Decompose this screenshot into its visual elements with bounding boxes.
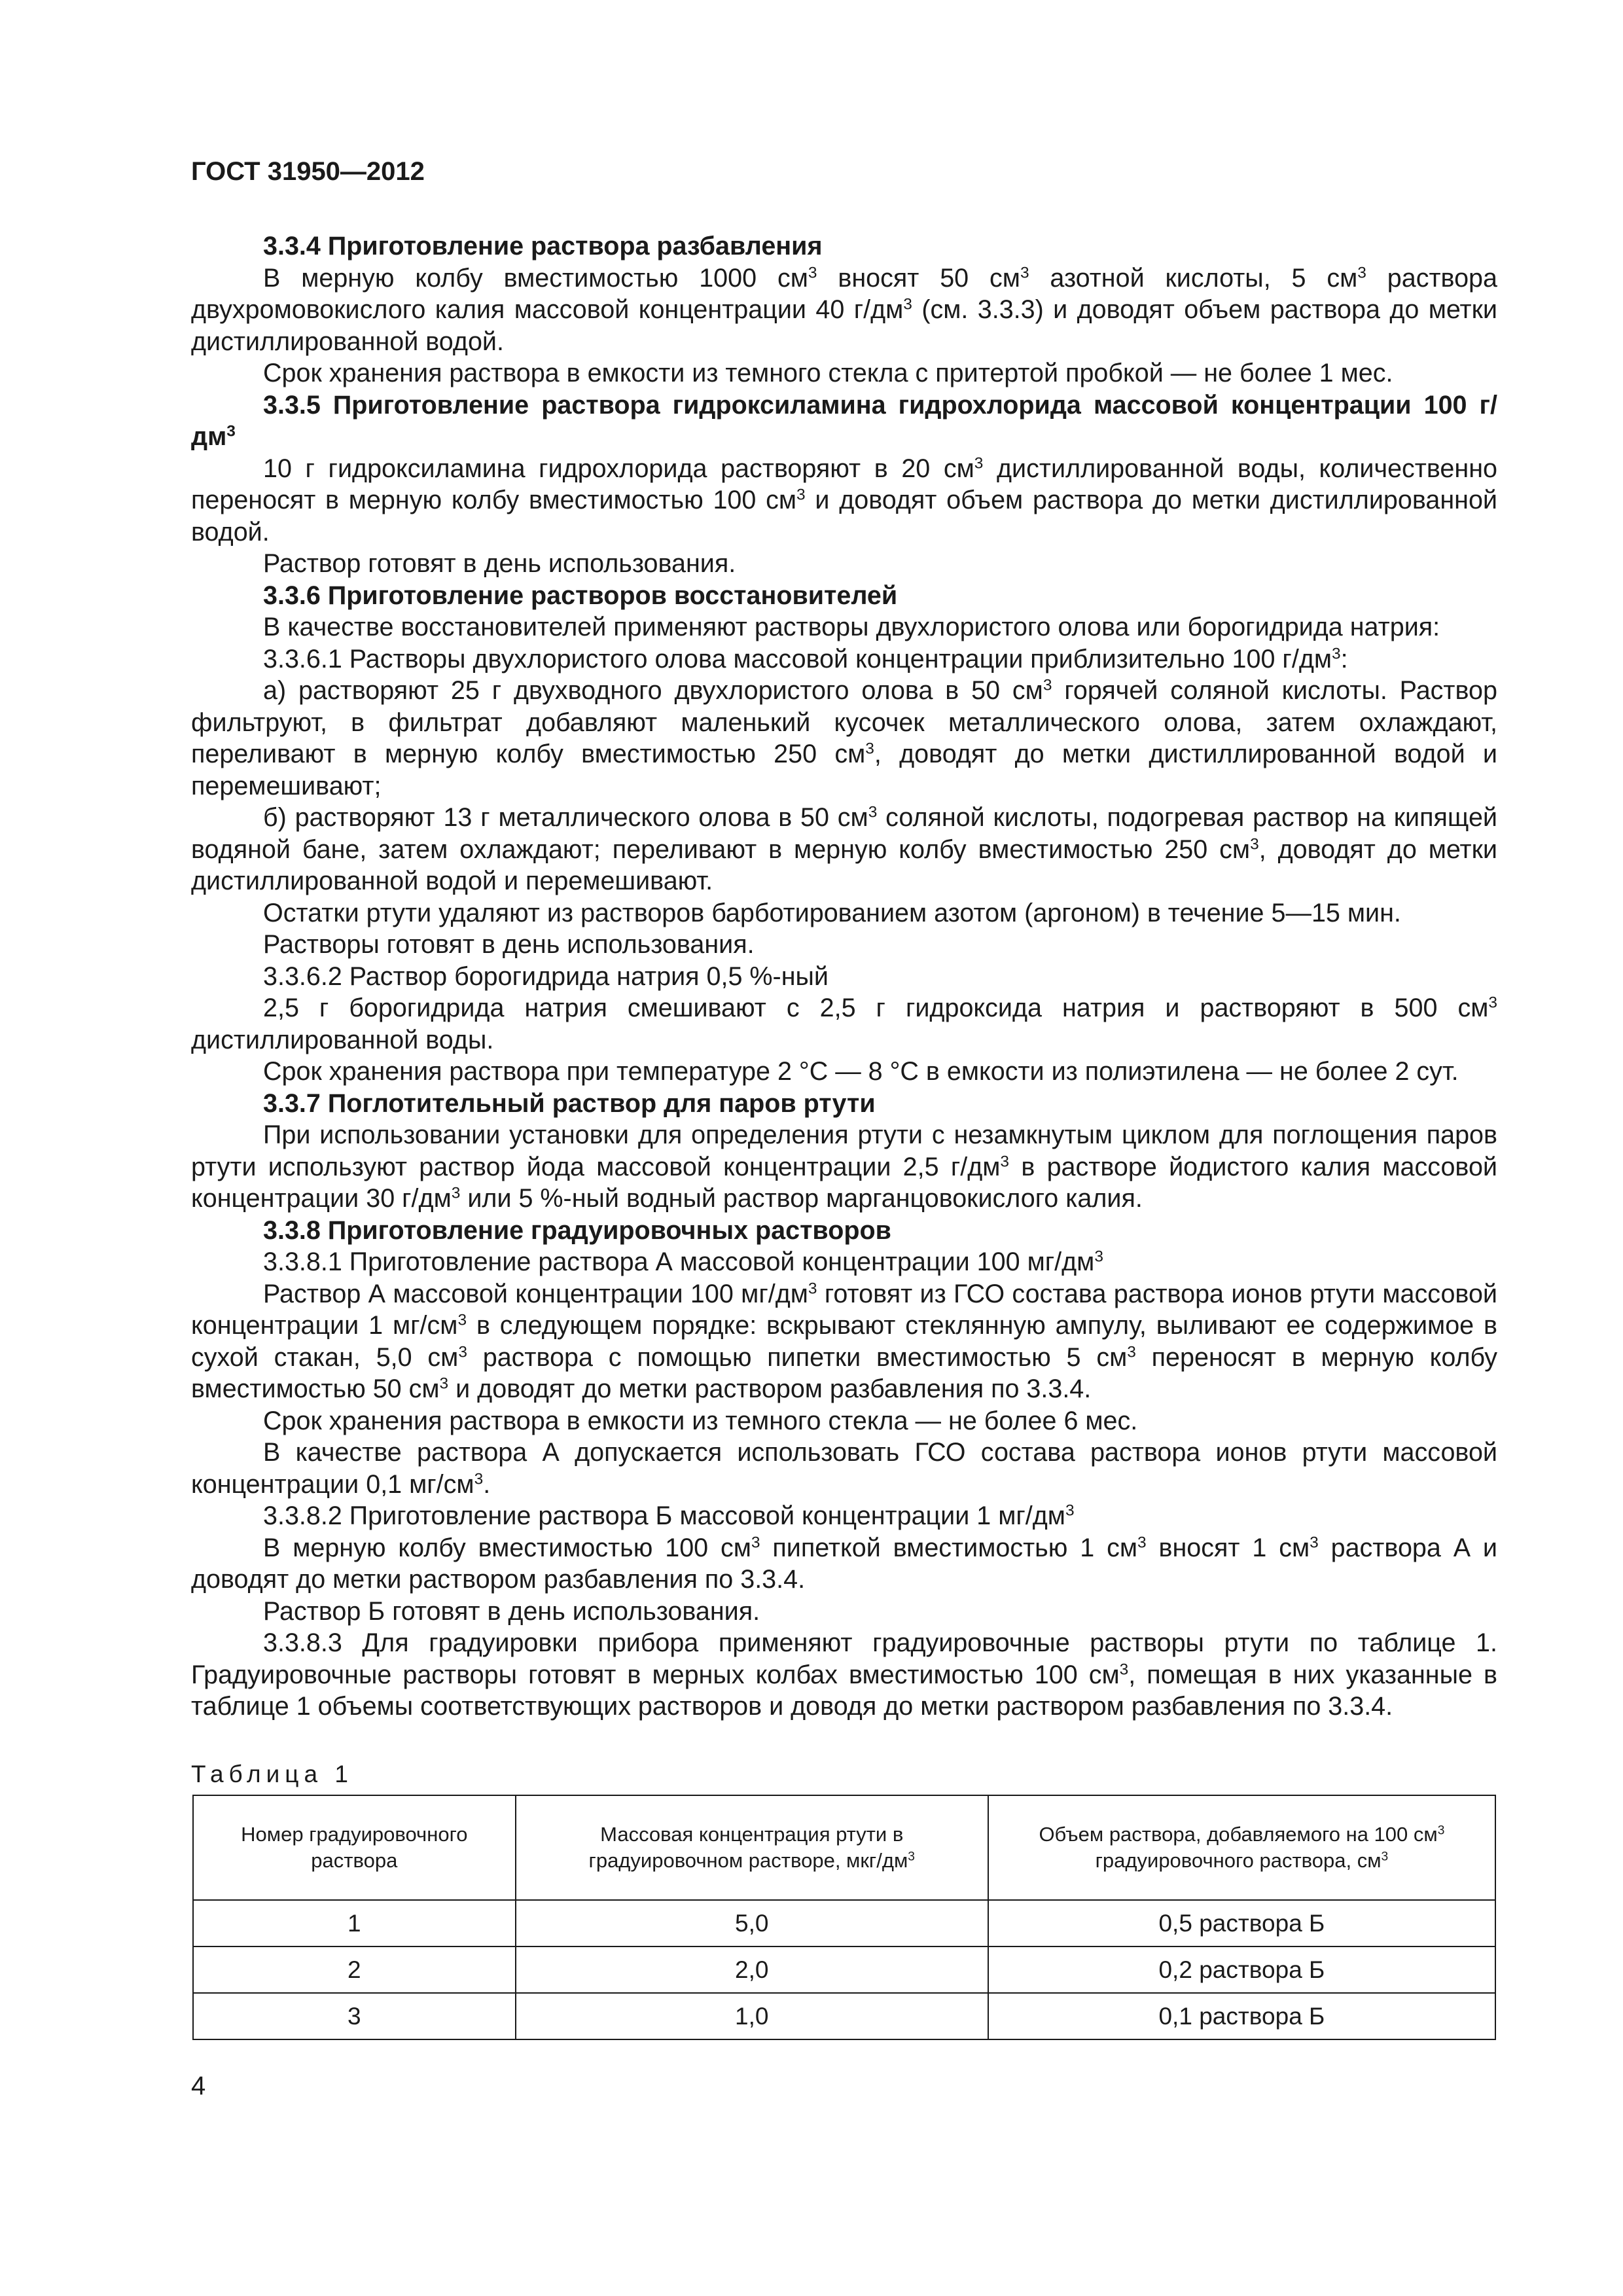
table-cell: 2,0 [516,1946,988,1993]
section-heading: 3.3.7 Поглотительный раствор для паров ртути [263,1088,876,1118]
table-cell: 0,5 раствора Б [988,1900,1495,1946]
calibration-table [192,1795,1496,2040]
section-heading: 3.3.4 Приготовление раствора разбавления [263,232,823,260]
table-header-row [193,1795,1495,1900]
paragraph: В качестве восстановителей применяют растворы двухлористого олова или борогидрида натрия: [263,613,1440,641]
paragraph: Остатки ртути удаляют из растворов барботированием азотом (аргоном) в течение 5—15 мин. [263,898,1401,927]
table-cell: 5,0 [516,1900,988,1946]
table-header-cell: Номер градуировочного раствора [193,1795,516,1900]
table-row [193,1993,1495,2039]
table-row [193,1900,1495,1946]
paragraph: Срок хранения раствора при температуре 2 °С — 8 °С в емкости из полиэтилена — не более 2 сут. [263,1057,1459,1086]
table-row [193,1946,1495,1993]
section-heading: 3.3.8 Приготовление градуировочных растворов [263,1215,891,1245]
paragraph: В мерную колбу вместимостью 1000 $см^3$ вносят 50 $см^3$ азотной кислоты, 5 $см^3$ раствора двухромовокислого калия массовой концентрации 40 $г/дм^3$ (см. 3.3.3) и доводят объем раствора до метки дистиллированной водой. [191,263,1497,356]
table-cell: 0,1 раствора Б [988,1993,1495,2039]
paragraph: Срок хранения раствора в емкости из темного стекла с притертой пробкой — не более 1 мес. [263,359,1393,387]
paragraph: а) растворяют 25 г двухводного двухлористого олова в 50 $см^3$ горячей соляной кислоты. Раствор фильтруют, в фильтрат добавляют маленький кусочек металлического олова, затем охлаждают, переливают в мерную колбу вместимостью 250 $см^3$, доводят до метки дистиллированной водой и перемешивают; [191,676,1497,800]
paragraph: Срок хранения раствора в емкости из темного стекла — не более 6 мес. [263,1406,1138,1435]
paragraph: Раствор готовят в день использования. [263,549,736,578]
table-cell: 1,0 [516,1993,988,2039]
paragraph: В качестве раствора А допускается использовать ГСО состава раствора ионов ртути массовой концентрации 0,1 $мг/см^3$. [191,1438,1497,1499]
paragraph: При использовании установки для определения ртути с незамкнутым циклом для поглощения паров ртути используют раствор йода массовой концентрации 2,5 $г/дм^3$ в растворе йодистого калия массовой концентрации 30 $г/дм^3$ или 5 %-ный водный раствор марганцовокислого калия. [191,1121,1497,1213]
document-body [191,230,1497,1723]
paragraph: 3.3.6.1 Растворы двухлористого олова массовой концентрации приблизительно 100 $г/дм^3$: [263,644,1348,673]
table-header-cell: Массовая концентрация ртути в градуировочном растворе, мкг/$дм^3$ [516,1795,988,1900]
paragraph: 3.3.8.1 Приготовление раствора А массовой концентрации 100 $мг/дм^3$ [263,1247,1103,1276]
table-cell: 0,2 раствора Б [988,1946,1495,1993]
paragraph: 10 г гидроксиламина гидрохлорида растворяют в 20 $см^3$ дистиллированной воды, количественно переносят в мерную колбу вместимостью 100 $см^3$ и доводят объем раствора до метки дистиллированной водой. [191,454,1497,547]
paragraph: 3.3.8.3 Для градуировки прибора применяют градуировочные растворы ртути по таблице 1. Градуировочные растворы готовят в мерных колбах вместимостью 100 $см^3$, помещая в них указанные в таблице 1 объемы соответствующих растворов и доводя до метки раствором разбавления по 3.3.4. [191,1628,1497,1721]
table-cell: 2 [193,1946,516,1993]
document-header: ГОСТ 31950—2012 [191,157,425,186]
paragraph: 3.3.8.2 Приготовление раствора Б массовой концентрации 1 $мг/дм^3$ [263,1501,1075,1530]
table-header-cell: Объем раствора, добавляемого на 100 $см^3$ градуировочного раствора, $см^3$ [988,1795,1495,1900]
paragraph: Раствор Б готовят в день использования. [263,1596,760,1626]
paragraph: Растворы готовят в день использования. [263,930,755,959]
section-heading: 3.3.6 Приготовление растворов восстановителей [263,581,898,610]
table-caption: Таблица 1 [191,1761,353,1787]
section-heading: 3.3.5 Приготовление раствора гидроксиламина гидрохлорида массовой концентрации 100 $г/дм^3$ [191,390,1497,451]
paragraph: Раствор А массовой концентрации 100 $мг/дм^3$ готовят из ГСО состава раствора ионов ртути массовой концентрации 1 $мг/см^3$ в следующем порядке: вскрывают стеклянную ампулу, выливают ее содержимое в сухой стакан, 5,0 $см^3$ раствора с помощью пипетки вместимостью 5 $см^3$ переносят в мерную колбу вместимостью 50 $см^3$ и доводят до метки раствором разбавления по 3.3.4. [191,1279,1497,1403]
paragraph: 3.3.6.2 Раствор борогидрида натрия 0,5 %-ный [263,961,829,991]
paragraph: В мерную колбу вместимостью 100 $см^3$ пипеткой вместимостью 1 $см^3$ вносят 1 $см^3$ раствора А и доводят до метки раствором разбавления по 3.3.4. [191,1533,1497,1594]
page-number: 4 [191,2072,206,2100]
table-cell: 1 [193,1900,516,1946]
paragraph: 2,5 г борогидрида натрия смешивают с 2,5 г гидроксида натрия и растворяют в 500 $см^3$ дистиллированной воды. [191,994,1497,1054]
table-cell: 3 [193,1993,516,2039]
paragraph: б) растворяют 13 г металлического олова в 50 $см^3$ соляной кислоты, подогревая раствор на кипящей водяной бане, затем охлаждают; переливают в мерную колбу вместимостью 250 $см^3$, доводят до метки дистиллированной водой и перемешивают. [191,803,1497,895]
